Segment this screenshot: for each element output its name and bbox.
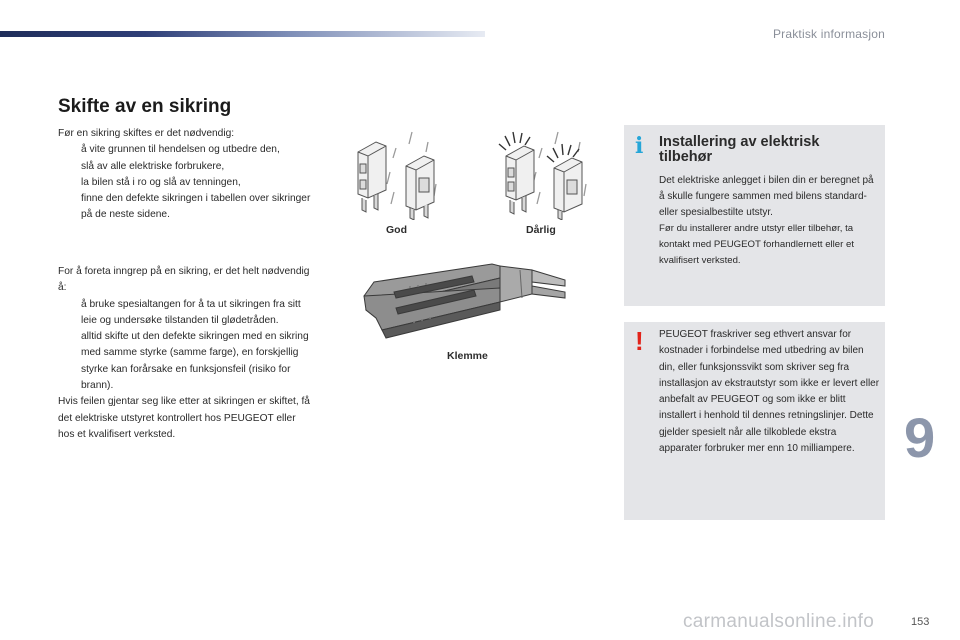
info-box-title: Installering av elektrisk tilbehør <box>659 134 820 165</box>
procedure-intro: For å foreta inngrep på en sikring, er det helt nødvendig å: <box>58 266 310 294</box>
chapter-number: 9 <box>904 406 936 469</box>
good-fuse-illustration <box>350 128 445 220</box>
warning-text: PEUGEOT fraskriver seg ethvert ansvar for kostnader i forbindelse med utbedring av bilen din, eller funksjonssvikt som skriver seg fra installasjon av ekstrautstyr som ikke er levert eller anbefalt av PEUGEOT og som ikke er blitt installert i henhold til dennes retningslinjer. Dette gjelder spesielt når alle tilkoblede ekstra apparater forbruker mer enn 10 milliampere. <box>659 329 880 455</box>
closing-text: Hvis feilen gjentar seg like etter at sikringen er skiftet, få det elektriske utstyret kontrollert hos PEUGEOT eller hos et kvalifisert verksted. <box>58 396 310 440</box>
page-title: Skifte av en sikring <box>58 96 232 117</box>
list-item: finne den defekte sikringen i tabellen over sikringer på de neste sidene. <box>81 193 311 221</box>
intro-section <box>58 126 314 224</box>
bad-fuse-illustration <box>496 128 596 220</box>
good-label: God <box>386 224 407 236</box>
list-item: slå av alle elektriske forbrukere, <box>81 160 225 172</box>
info-paragraph: Det elektriske anlegget i bilen din er beregnet på å skulle fungere sammen med bilens standard- eller spesialbestilte utstyr. <box>659 175 874 218</box>
intro-text: Før en sikring skiftes er det nødvendig: <box>58 128 235 139</box>
bad-label: Dårlig <box>526 224 556 236</box>
warning-icon: ! <box>635 326 644 356</box>
info-box-text <box>659 173 881 269</box>
tool-label: Klemme <box>447 350 488 362</box>
info-paragraph: Før du installerer andre utstyr eller tilbehør, ta kontakt med PEUGEOT forhandlernett eller et kvalifisert verksted. <box>659 223 854 266</box>
list-item: å bruke spesialtangen for å ta ut sikringen fra sitt leie og undersøke tilstanden til glødetråden. <box>81 298 301 326</box>
watermark: carmanualsonline.info <box>683 611 875 632</box>
checklist-before <box>58 142 314 223</box>
list-item: alltid skifte ut den defekte sikringen med en sikring med samme styrke (samme farge), en forskjellig styrke kan forårsake en funksjonsfeil (risiko for brann). <box>81 331 309 392</box>
info-box <box>624 125 885 306</box>
page-number: 153 <box>911 616 930 628</box>
fuse-puller-illustration <box>360 262 575 342</box>
list-item: å vite grunnen til hendelsen og utbedre den, <box>81 144 280 156</box>
info-icon: i <box>635 133 644 159</box>
procedure-section <box>58 264 314 443</box>
section-title: Praktisk informasjon <box>772 27 885 41</box>
warning-box <box>624 322 885 520</box>
header-bar <box>0 31 485 37</box>
list-item: la bilen stå i ro og slå av tenningen, <box>81 176 241 188</box>
checklist-procedure <box>58 297 314 395</box>
